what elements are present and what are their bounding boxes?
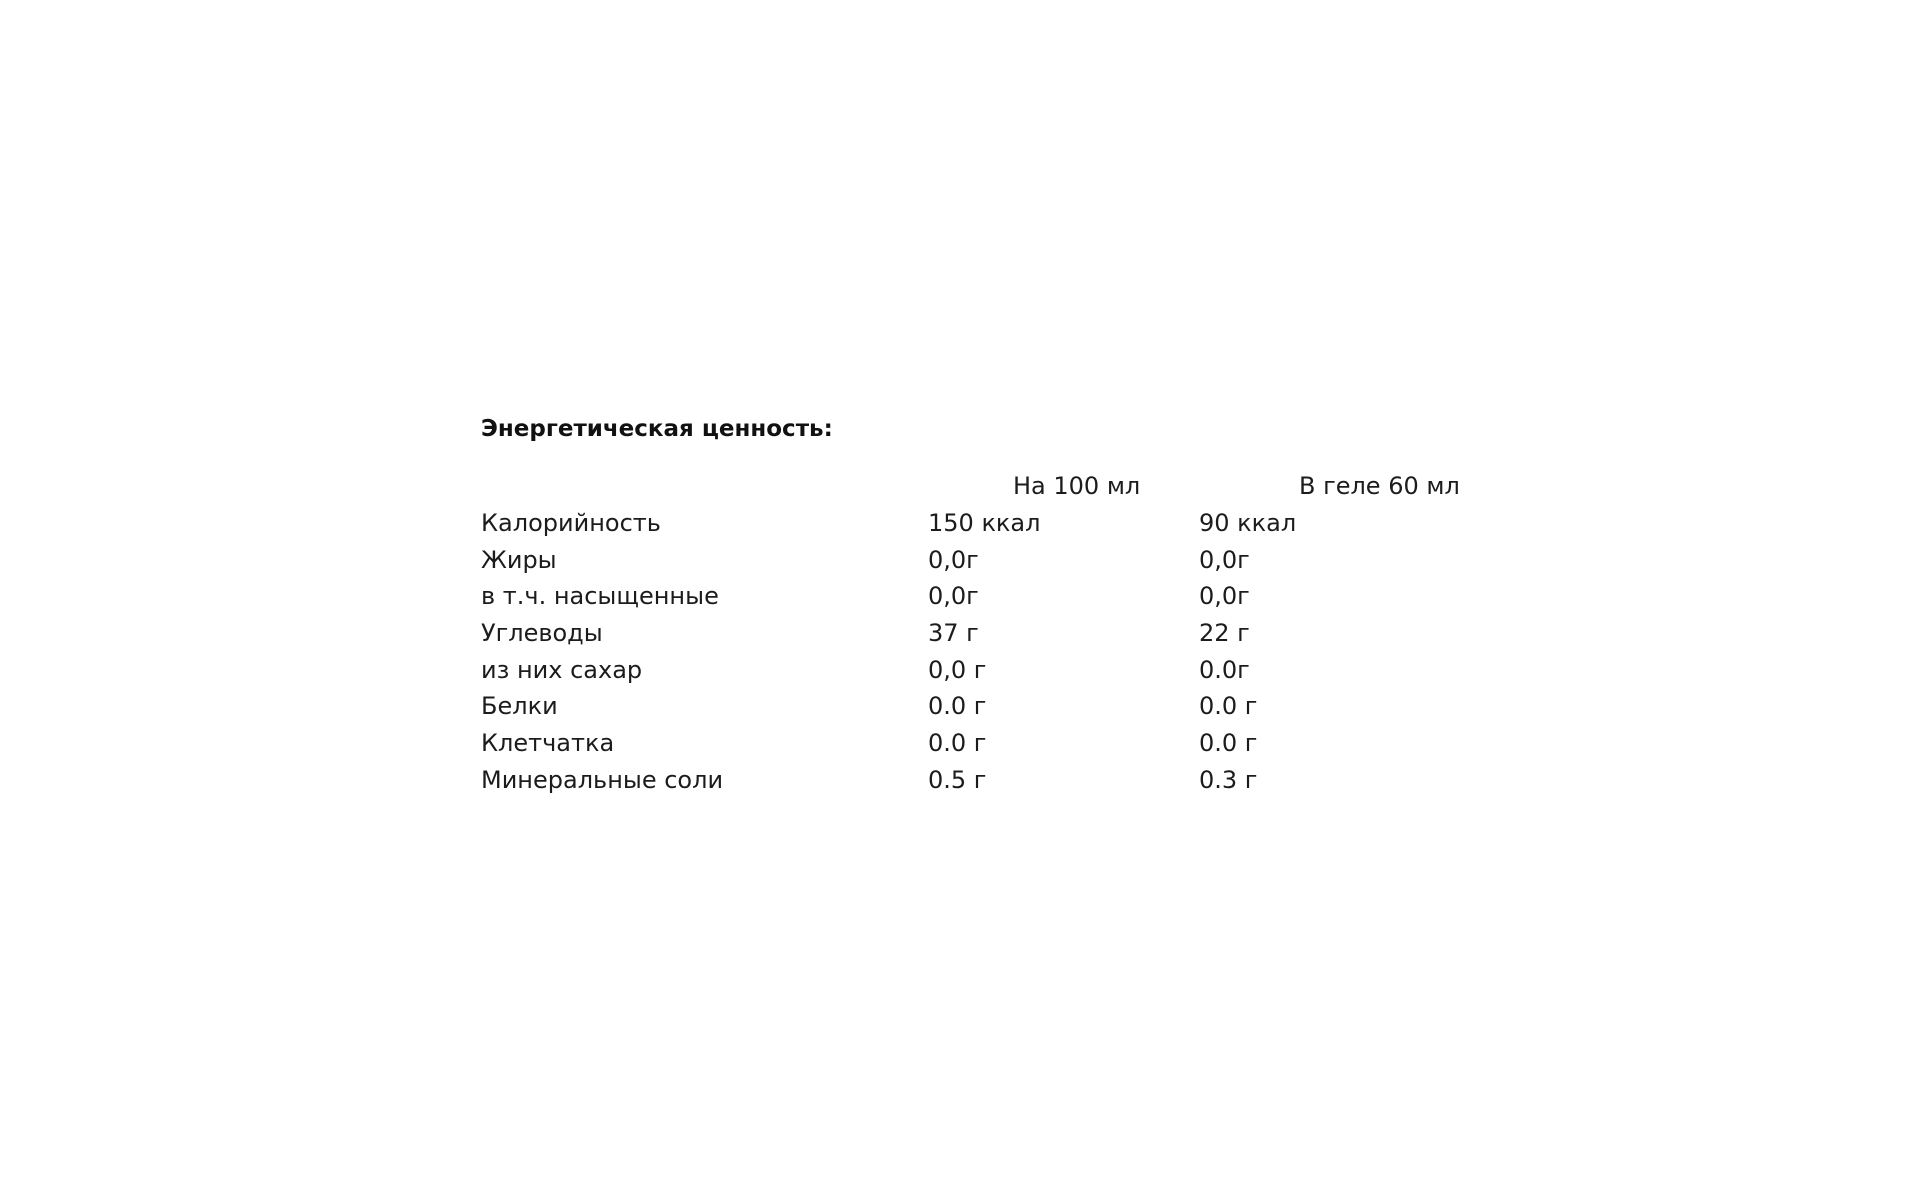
nutrient-name: из них сахар: [481, 655, 643, 684]
table-row: [481, 725, 1581, 762]
nutrient-value-per-gel: 0,0г: [1199, 582, 1250, 611]
nutrient-value-per-100ml: 0,0г: [928, 582, 979, 611]
section-title: Энергетическая ценность:: [481, 416, 833, 442]
table-row: [481, 542, 1581, 579]
table-row: [481, 615, 1581, 652]
nutrient-table: [481, 505, 1581, 799]
nutrient-name: Калорийность: [481, 509, 661, 537]
nutrition-facts: [481, 410, 1581, 799]
nutrient-name: Белки: [481, 692, 558, 721]
nutrient-value-per-gel: 0.0 г: [1199, 692, 1258, 721]
nutrient-name: Жиры: [481, 545, 557, 574]
nutrient-value-per-100ml: 0,0г: [928, 545, 979, 574]
column-header-per-100ml: На 100 мл: [1013, 472, 1141, 500]
table-row: [481, 505, 1581, 542]
nutrient-value-per-100ml: 0.5 г: [928, 765, 987, 794]
table-row: [481, 762, 1581, 799]
nutrient-value-per-100ml: 0,0 г: [928, 655, 987, 684]
nutrient-name: Минеральные соли: [481, 765, 724, 794]
table-row: [481, 688, 1581, 725]
table-row: [481, 578, 1581, 615]
nutrient-value-per-100ml: 0.0 г: [928, 692, 987, 721]
nutrient-value-per-100ml: 150 ккал: [928, 509, 1041, 537]
nutrient-name: Клетчатка: [481, 729, 615, 758]
nutrient-value-per-gel: 0.0г: [1199, 655, 1250, 684]
nutrient-value-per-gel: 0,0г: [1199, 545, 1250, 574]
nutrient-value-per-gel: 22 г: [1199, 619, 1250, 648]
table-row: [481, 652, 1581, 689]
nutrient-value-per-100ml: 37 г: [928, 619, 979, 648]
nutrient-value-per-100ml: 0.0 г: [928, 729, 987, 758]
column-header-per-gel: В геле 60 мл: [1299, 472, 1460, 500]
nutrient-value-per-gel: 0.3 г: [1199, 765, 1258, 794]
nutrient-value-per-gel: 90 ккал: [1199, 509, 1297, 537]
nutrient-value-per-gel: 0.0 г: [1199, 729, 1258, 758]
table-header: [481, 468, 1581, 505]
nutrient-name: Углеводы: [481, 619, 603, 648]
nutrient-name: в т.ч. насыщенные: [481, 582, 719, 611]
